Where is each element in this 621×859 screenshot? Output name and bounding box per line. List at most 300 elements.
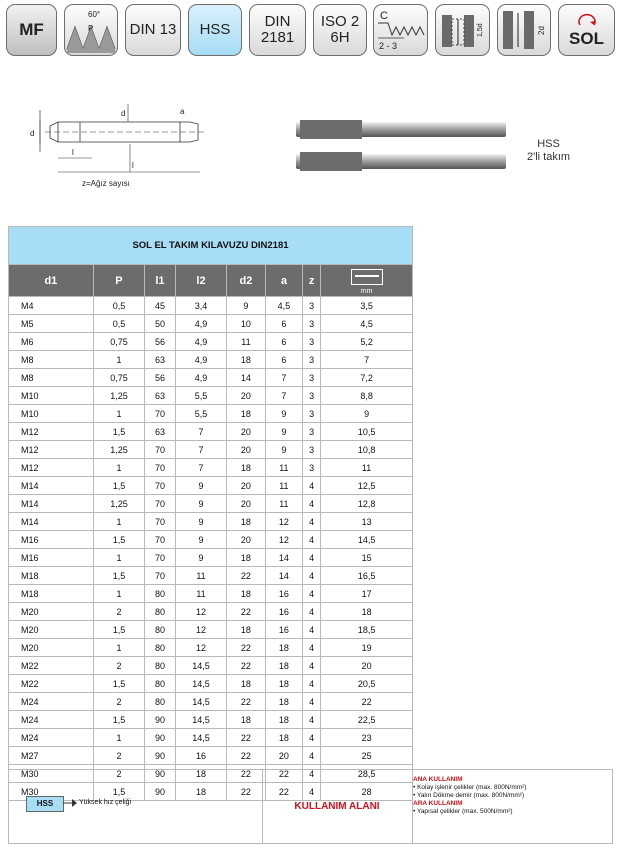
table-row [9, 639, 413, 657]
tap-set-photo [296, 114, 516, 184]
table-cell: 11 [321, 459, 413, 477]
table-cell: 18,5 [321, 621, 413, 639]
table-cell: 4 [303, 657, 321, 675]
table-cell: 18 [265, 729, 303, 747]
chamfer-icon [374, 5, 427, 55]
table-cell: 70 [145, 531, 176, 549]
usage-title: KULLANIM ALANI [262, 770, 413, 843]
header-l1: l1 [145, 265, 176, 297]
table-row [9, 675, 413, 693]
table-cell: 3 [303, 369, 321, 387]
table-cell: 70 [145, 513, 176, 531]
drill-size-unit: mm [360, 287, 373, 295]
label-d1: d [30, 129, 35, 138]
table-cell: 9 [265, 405, 303, 423]
table-cell: M24 [9, 729, 94, 747]
main-use-title: ANA KULLANIM [413, 776, 463, 783]
table-cell: 4 [303, 477, 321, 495]
table-cell: 3 [303, 459, 321, 477]
hss-description: Yüksek hız çeliği [79, 799, 132, 806]
table-cell: M24 [9, 711, 94, 729]
hss-legend [9, 770, 263, 843]
table-cell: 4 [303, 531, 321, 549]
table-cell: 4 [303, 711, 321, 729]
table-cell: 2 [93, 603, 144, 621]
table-title: SOL EL TAKIM KILAVUZU DIN2181 [9, 227, 413, 265]
table-cell: 2 [93, 657, 144, 675]
table-cell: 22 [227, 693, 265, 711]
table-cell: M30 [9, 783, 94, 801]
table-cell: 16 [265, 585, 303, 603]
table-cell: 4 [303, 513, 321, 531]
table-cell: 63 [145, 351, 176, 369]
table-row [9, 441, 413, 459]
table-cell: 0,5 [93, 297, 144, 315]
table-cell: M18 [9, 567, 94, 585]
hss-tag [26, 796, 64, 812]
header-drill-size [321, 265, 413, 297]
table-cell: 70 [145, 495, 176, 513]
table-cell: 11 [265, 477, 303, 495]
photo-caption [527, 138, 570, 164]
table-row [9, 495, 413, 513]
table-cell: 90 [145, 711, 176, 729]
table-cell: 90 [145, 729, 176, 747]
through-hole-badge [497, 4, 551, 56]
table-cell: 80 [145, 585, 176, 603]
hss-badge [188, 4, 242, 56]
label-l2: l [72, 148, 74, 157]
iso-line2: 6H [330, 29, 350, 46]
table-cell: 22 [227, 603, 265, 621]
table-cell: 1 [93, 405, 144, 423]
mid-use-title: ARA KULLANIM [413, 800, 463, 807]
table-cell: 4,9 [175, 333, 226, 351]
table-cell: 7 [175, 441, 226, 459]
table-cell: 22 [227, 657, 265, 675]
table-cell: M14 [9, 495, 94, 513]
drill-icon [351, 269, 383, 285]
blind-hole-icon [436, 5, 489, 55]
table-row [9, 405, 413, 423]
table-cell: M14 [9, 477, 94, 495]
table-cell: 12 [175, 621, 226, 639]
table-cell: 22 [265, 765, 303, 783]
table-cell: 20,5 [321, 675, 413, 693]
table-cell: 9 [227, 297, 265, 315]
table-cell: 1 [93, 459, 144, 477]
table-cell: 90 [145, 747, 176, 765]
table-cell: 1,25 [93, 387, 144, 405]
table-row [9, 567, 413, 585]
table-cell: 1 [93, 729, 144, 747]
table-cell: 3,4 [175, 297, 226, 315]
table-cell: 9 [175, 477, 226, 495]
table-cell: 10 [227, 315, 265, 333]
table-cell: 14 [265, 549, 303, 567]
table-cell: 28,5 [321, 765, 413, 783]
footer-usage-section [8, 769, 613, 844]
table-cell: M4 [9, 297, 94, 315]
table-cell: M20 [9, 639, 94, 657]
din13-badge [125, 4, 181, 56]
table-cell: 70 [145, 441, 176, 459]
table-cell: 70 [145, 405, 176, 423]
chamfer-c-text: C [380, 10, 388, 22]
table-row [9, 315, 413, 333]
table-cell: 4 [303, 549, 321, 567]
table-cell: 4 [303, 621, 321, 639]
table-cell: 80 [145, 675, 176, 693]
table-cell: 18 [227, 585, 265, 603]
sol-label: SOL [569, 29, 604, 48]
table-cell: 18 [265, 657, 303, 675]
table-cell: 18 [175, 765, 226, 783]
din2181-badge [249, 4, 306, 56]
table-cell: M12 [9, 459, 94, 477]
table-cell: M20 [9, 621, 94, 639]
table-row [9, 711, 413, 729]
sol-badge [558, 4, 615, 56]
header-d2: d2 [227, 265, 265, 297]
main-use-2: • Yalın Dökme demir (max. 800N/mm²) [413, 792, 525, 799]
table-cell: 70 [145, 477, 176, 495]
table-cell: 4 [303, 675, 321, 693]
table-cell: 4 [303, 747, 321, 765]
header-a: a [265, 265, 303, 297]
table-row [9, 369, 413, 387]
table-row [9, 423, 413, 441]
table-cell: 11 [265, 495, 303, 513]
table-cell: 11 [175, 567, 226, 585]
table-cell: 12,8 [321, 495, 413, 513]
table-cell: 12,5 [321, 477, 413, 495]
table-cell: 20 [321, 657, 413, 675]
table-cell: 3 [303, 405, 321, 423]
thread-angle-text: 60° [88, 10, 101, 19]
table-cell: 4 [303, 729, 321, 747]
table-row [9, 603, 413, 621]
din2181-line2: 2181 [260, 29, 295, 46]
table-cell: 90 [145, 783, 176, 801]
table-row [9, 729, 413, 747]
table-cell: 7 [321, 351, 413, 369]
table-cell: 2 [93, 747, 144, 765]
table-cell: 70 [145, 459, 176, 477]
table-cell: 23 [321, 729, 413, 747]
table-cell: 22 [321, 693, 413, 711]
header-z: z [303, 265, 321, 297]
table-row [9, 621, 413, 639]
mid-use-1: • Yapısal çelikler (max. 500N/mm²) [413, 808, 513, 815]
table-cell: 7 [265, 387, 303, 405]
table-cell: 1,5 [93, 477, 144, 495]
table-cell: 3 [303, 333, 321, 351]
table-cell: 1,25 [93, 495, 144, 513]
table-cell: 14 [265, 567, 303, 585]
table-cell: 9 [175, 495, 226, 513]
table-cell: 9 [175, 549, 226, 567]
table-cell: 4,9 [175, 315, 226, 333]
table-cell: 14,5 [175, 693, 226, 711]
label-a: a [180, 107, 185, 116]
table-cell: M22 [9, 675, 94, 693]
label-d2: d [121, 109, 126, 118]
header-l2: l2 [175, 265, 226, 297]
table-cell: 1 [93, 513, 144, 531]
table-cell: 20 [227, 531, 265, 549]
table-cell: 20 [227, 387, 265, 405]
table-cell: 18 [265, 711, 303, 729]
table-cell: 12 [175, 639, 226, 657]
table-cell: M27 [9, 747, 94, 765]
table-cell: M12 [9, 423, 94, 441]
table-cell: 1,5 [93, 711, 144, 729]
table-cell: 6 [265, 333, 303, 351]
table-cell: 5,2 [321, 333, 413, 351]
table-cell: 20 [227, 423, 265, 441]
table-cell: 80 [145, 639, 176, 657]
table-cell: 0,5 [93, 315, 144, 333]
table-cell: M6 [9, 333, 94, 351]
thread-profile-badge [64, 4, 118, 56]
table-cell: 19 [321, 639, 413, 657]
table-row [9, 477, 413, 495]
table-row [9, 459, 413, 477]
table-row [9, 513, 413, 531]
table-row [9, 549, 413, 567]
table-cell: 3,5 [321, 297, 413, 315]
table-cell: 12 [265, 531, 303, 549]
table-row [9, 585, 413, 603]
z-caption: z=Ağız sayısı [82, 179, 130, 188]
main-use-1: • Kolay işlenir çelikler (max. 800N/mm²) [413, 784, 527, 791]
table-cell: 1,5 [93, 531, 144, 549]
table-body [9, 297, 413, 801]
table-cell: 18 [227, 351, 265, 369]
table-cell: 16,5 [321, 567, 413, 585]
table-cell: 1,5 [93, 621, 144, 639]
table-cell: 1 [93, 639, 144, 657]
table-cell: 14,5 [175, 657, 226, 675]
table-cell: 16 [265, 603, 303, 621]
table-cell: 22 [227, 783, 265, 801]
table-cell: 80 [145, 657, 176, 675]
table-cell: 18 [227, 711, 265, 729]
table-cell: 9 [265, 423, 303, 441]
table-cell: 1,25 [93, 441, 144, 459]
table-cell: 14,5 [321, 531, 413, 549]
table-cell: 16 [175, 747, 226, 765]
table-cell: 28 [321, 783, 413, 801]
table-cell: 3 [303, 387, 321, 405]
table-cell: 18 [265, 639, 303, 657]
din13-label: DIN 13 [129, 21, 177, 38]
table-cell: M30 [9, 765, 94, 783]
thread-pitch-text: P [88, 24, 94, 33]
table-cell: M14 [9, 513, 94, 531]
hss-tag-label: HSS [36, 799, 54, 808]
header-d1: d1 [9, 265, 94, 297]
table-cell: 22 [227, 729, 265, 747]
table-cell: 11 [175, 585, 226, 603]
table-cell: 22 [227, 765, 265, 783]
table-cell: 5,5 [175, 387, 226, 405]
table-cell: 70 [145, 567, 176, 585]
table-cell: 0,75 [93, 333, 144, 351]
table-cell: 1,5 [93, 423, 144, 441]
table-cell: 1 [93, 585, 144, 603]
mf-label: MF [19, 20, 44, 39]
table-cell: 18 [265, 675, 303, 693]
table-cell: 20 [227, 477, 265, 495]
table-cell: 7 [265, 369, 303, 387]
table-cell: 4 [303, 639, 321, 657]
table-cell: M16 [9, 549, 94, 567]
table-cell: 13 [321, 513, 413, 531]
table-row [9, 387, 413, 405]
table-cell: 22 [265, 783, 303, 801]
table-cell: 20 [265, 747, 303, 765]
table-cell: 4 [303, 693, 321, 711]
table-cell: 22 [227, 567, 265, 585]
table-cell: 18 [321, 603, 413, 621]
table-cell: 4 [303, 495, 321, 513]
table-cell: 1,5 [93, 567, 144, 585]
label-l1: l [132, 161, 134, 170]
table-cell: 3 [303, 441, 321, 459]
table-cell: 10,5 [321, 423, 413, 441]
table-cell: M12 [9, 441, 94, 459]
table-cell: M10 [9, 405, 94, 423]
table-cell: 9 [175, 513, 226, 531]
table-cell: 90 [145, 765, 176, 783]
table-cell: 56 [145, 333, 176, 351]
table-cell: 80 [145, 621, 176, 639]
table-cell: 3 [303, 315, 321, 333]
table-cell: M5 [9, 315, 94, 333]
hss-label: HSS [199, 21, 231, 38]
table-cell: 6 [265, 315, 303, 333]
table-cell: 12 [175, 603, 226, 621]
mf-badge [6, 4, 57, 56]
header-p: P [93, 265, 144, 297]
table-header-row [9, 265, 413, 297]
table-cell: 63 [145, 423, 176, 441]
table-cell: 18 [175, 783, 226, 801]
table-cell: 14,5 [175, 711, 226, 729]
table-cell: M18 [9, 585, 94, 603]
tap-specs-table [8, 226, 413, 801]
blind-hole-badge [435, 4, 490, 56]
table-cell: 20 [227, 441, 265, 459]
table-cell: 7 [175, 423, 226, 441]
table-cell: 4 [303, 765, 321, 783]
table-cell: 56 [145, 369, 176, 387]
table-row [9, 693, 413, 711]
table-cell: 9 [321, 405, 413, 423]
table-cell: 20 [227, 495, 265, 513]
table-cell: 22 [227, 639, 265, 657]
table-cell: 18 [227, 675, 265, 693]
table-row [9, 333, 413, 351]
depth-15d-text: 1,5d [477, 23, 484, 37]
table-cell: 1,5 [93, 783, 144, 801]
table-cell: 3 [303, 351, 321, 369]
table-cell: 10,8 [321, 441, 413, 459]
table-cell: M16 [9, 531, 94, 549]
table-cell: 5,5 [175, 405, 226, 423]
tap-technical-drawing [20, 100, 215, 190]
table-cell: M8 [9, 351, 94, 369]
table-cell: 50 [145, 315, 176, 333]
table-cell: M10 [9, 387, 94, 405]
table-cell: 15 [321, 549, 413, 567]
table-cell: 22 [227, 747, 265, 765]
iso-line1: ISO 2 [320, 13, 360, 30]
table-cell: 80 [145, 603, 176, 621]
table-cell: 18 [227, 405, 265, 423]
table-cell: 8,8 [321, 387, 413, 405]
table-cell: 9 [265, 441, 303, 459]
din2181-line1: DIN [264, 13, 291, 30]
table-cell: 18 [265, 693, 303, 711]
table-cell: 1 [93, 549, 144, 567]
table-cell: 6 [265, 351, 303, 369]
table-cell: 63 [145, 387, 176, 405]
table-row [9, 747, 413, 765]
table-cell: 4,9 [175, 351, 226, 369]
depth-2d-text: 2d [537, 26, 546, 35]
table-cell: 4 [303, 603, 321, 621]
table-row [9, 351, 413, 369]
table-cell: 14 [227, 369, 265, 387]
table-cell: 1 [93, 351, 144, 369]
iso-badge [313, 4, 367, 56]
photo-caption-line1: HSS [537, 138, 560, 150]
table-cell: 2 [93, 765, 144, 783]
table-cell: M24 [9, 693, 94, 711]
table-cell: 25 [321, 747, 413, 765]
chamfer-range-text: 2 - 3 [379, 41, 398, 51]
table-cell: 4,5 [321, 315, 413, 333]
table-cell: 18 [227, 621, 265, 639]
table-cell: 14,5 [175, 729, 226, 747]
table-cell: 4,5 [265, 297, 303, 315]
table-cell: 4 [303, 567, 321, 585]
table-cell: 70 [145, 549, 176, 567]
table-cell: 18 [227, 513, 265, 531]
table-cell: 17 [321, 585, 413, 603]
table-cell: 7 [175, 459, 226, 477]
photo-caption-line2: 2'li takım [527, 151, 571, 163]
table-cell: 4 [303, 585, 321, 603]
table-cell: 9 [175, 531, 226, 549]
table-cell: 4 [303, 783, 321, 801]
table-cell: 7,2 [321, 369, 413, 387]
table-row [9, 657, 413, 675]
table-cell: 18 [227, 549, 265, 567]
table-cell: 16 [265, 621, 303, 639]
arrow-right-icon [63, 798, 77, 808]
table-cell: 3 [303, 297, 321, 315]
table-cell: 1,5 [93, 675, 144, 693]
thread-profile-icon [65, 5, 117, 55]
table-cell: 11 [227, 333, 265, 351]
table-cell: M22 [9, 657, 94, 675]
table-row [9, 531, 413, 549]
table-cell: 3 [303, 423, 321, 441]
